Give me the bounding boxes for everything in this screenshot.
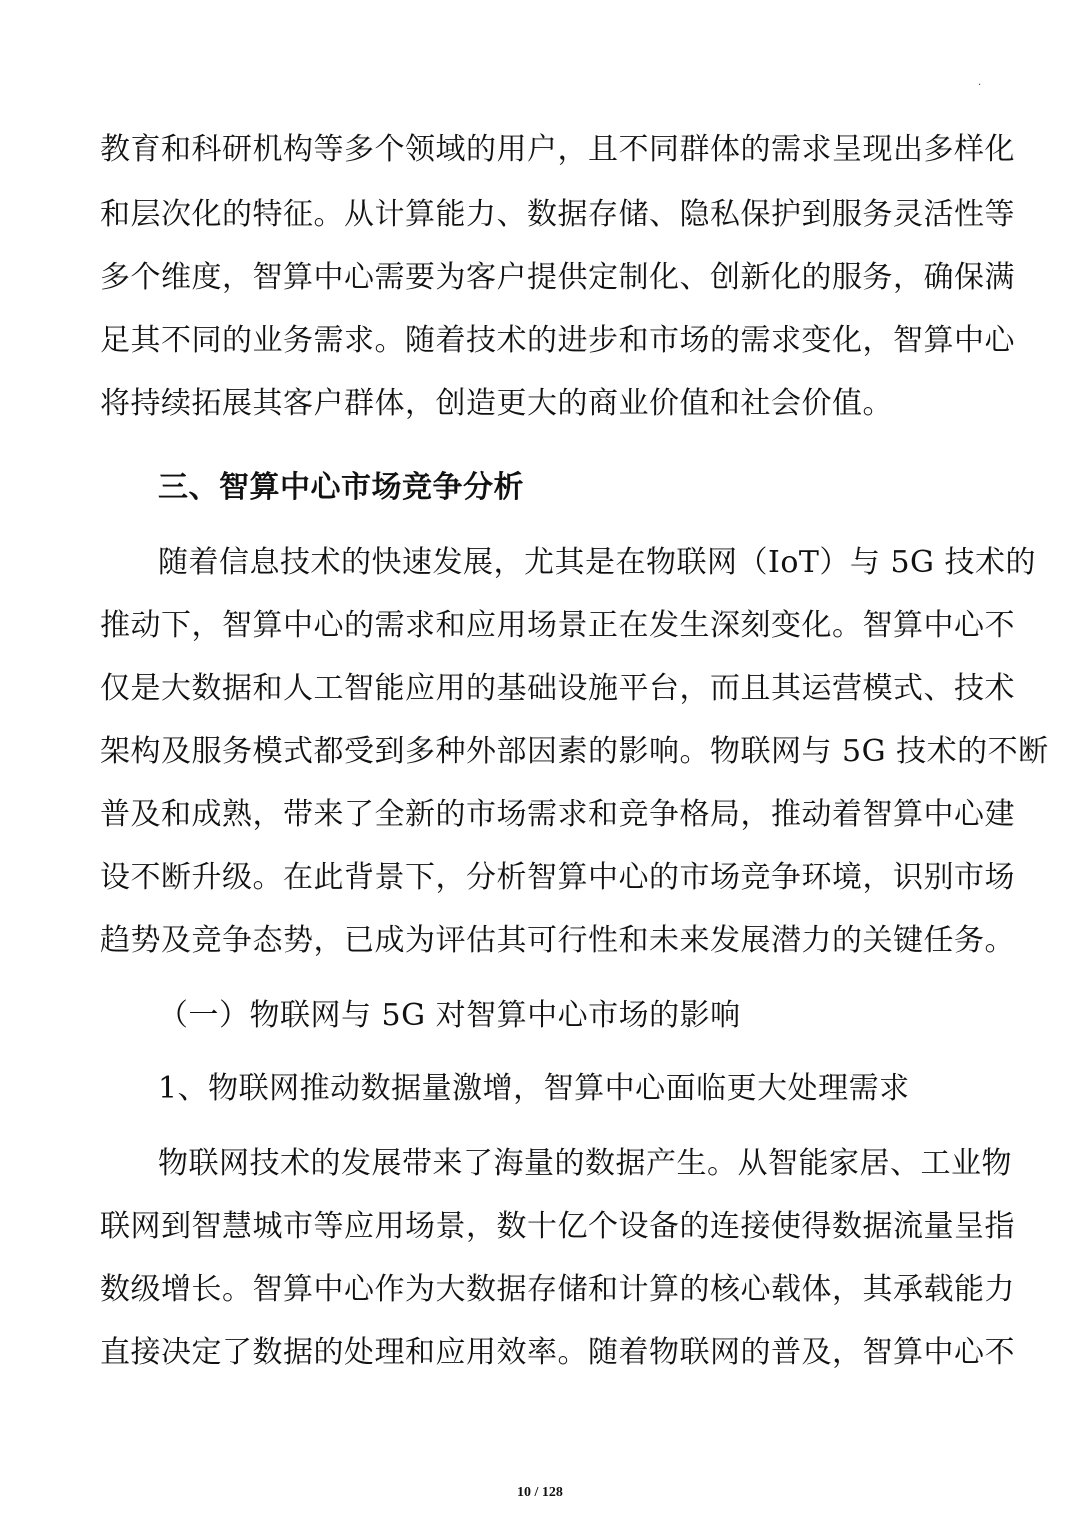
para2-line: 推动下，智算中心的需求和应用场景正在发生深刻变化。智算中心不 xyxy=(100,608,1015,643)
section-heading: 三、智算中心市场竞争分析 xyxy=(158,470,524,505)
para3-line: 直接决定了数据的处理和应用效率。随着物联网的普及，智算中心不 xyxy=(100,1335,1015,1370)
para3-line: 数级增长。智算中心作为大数据存储和计算的核心载体，其承载能力 xyxy=(100,1272,1015,1307)
corner-mark: . xyxy=(978,77,982,88)
para2-line: 随着信息技术的快速发展，尤其是在物联网（IoT）与 5G 技术的 xyxy=(158,545,1037,580)
para2-line: 普及和成熟，带来了全新的市场需求和竞争格局，推动着智算中心建 xyxy=(100,797,1015,832)
page-number: 10 / 128 xyxy=(517,1485,563,1500)
para1-line: 和层次化的特征。从计算能力、数据存储、隐私保护到服务灵活性等 xyxy=(100,197,1015,232)
para1-line: 足其不同的业务需求。随着技术的进步和市场的需求变化，智算中心 xyxy=(100,323,1015,358)
para1-line: 将持续拓展其客户群体，创造更大的商业价值和社会价值。 xyxy=(100,386,893,421)
para1-line: 教育和科研机构等多个领域的用户，且不同群体的需求呈现出多样化 xyxy=(100,132,1015,167)
para2-line: 设不断升级。在此背景下，分析智算中心的市场竞争环境，识别市场 xyxy=(100,860,1015,895)
point-heading: 1、物联网推动数据量激增，智算中心面临更大处理需求 xyxy=(158,1071,910,1106)
para3-line: 物联网技术的发展带来了海量的数据产生。从智能家居、工业物 xyxy=(158,1146,1012,1181)
para3-line: 联网到智慧城市等应用场景，数十亿个设备的连接使得数据流量呈指 xyxy=(100,1209,1015,1244)
para2-line: 趋势及竞争态势，已成为评估其可行性和未来发展潜力的关键任务。 xyxy=(100,923,1015,958)
para2-line: 架构及服务模式都受到多种外部因素的影响。物联网与 5G 技术的不断 xyxy=(100,734,1049,769)
para1-line: 多个维度，智算中心需要为客户提供定制化、创新化的服务，确保满 xyxy=(100,260,1015,295)
para2-line: 仅是大数据和人工智能应用的基础设施平台，而且其运营模式、技术 xyxy=(100,671,1015,706)
subsection-heading: （一）物联网与 5G 对智算中心市场的影响 xyxy=(158,998,741,1033)
